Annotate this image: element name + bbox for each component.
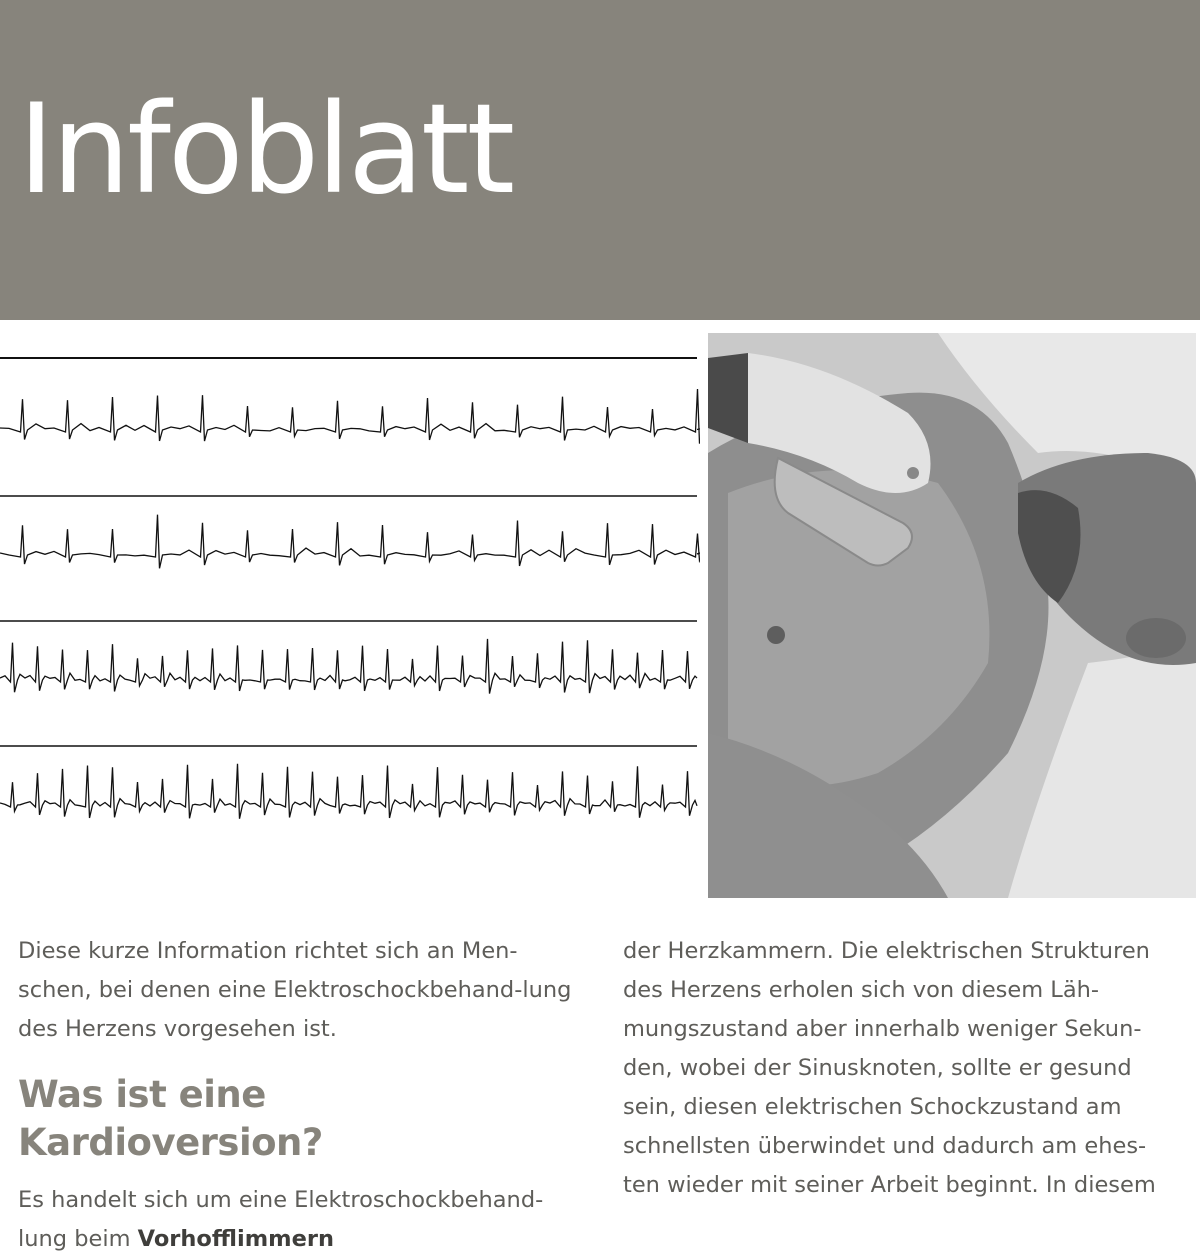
ecg-traces xyxy=(0,389,700,870)
defibrillation-photo xyxy=(708,333,1196,898)
section-heading: Was ist eine Kardioversion? xyxy=(18,1073,323,1164)
ecg-trace-3 xyxy=(0,639,697,694)
header-banner xyxy=(0,0,1200,320)
ecg-trace-2 xyxy=(0,515,700,569)
ecg-strips-figure xyxy=(0,340,700,870)
intro-paragraph: Diese kurze Information richtet sich an Men-schen, bei denen eine Elektroschockbehand-lung des Herzens vorgesehen ist. xyxy=(18,938,572,1042)
body-bold-term: Vorhofflimmern xyxy=(137,1226,334,1252)
right-text-column xyxy=(623,932,1183,1205)
ecg-trace-4 xyxy=(0,764,697,819)
body-paragraph xyxy=(18,1181,578,1259)
ecg-trace-1 xyxy=(0,389,700,444)
continuation-paragraph: der Herzkammern. Die elektrischen Strukturen des Herzens erholen sich von diesem Läh-mungszustand aber innerhalb weniger Sekun-den, wobei der Sinusknoten, sollte er gesund sein, diesen elektrischen Schockzustand am schnellsten überwindet und dadurch am ehes-ten wieder mit seiner Arbeit beginnt. In diesem xyxy=(623,938,1156,1198)
left-text-column xyxy=(18,932,578,1259)
body-text: Es handelt sich um eine Elektroschockbehand-lung beim xyxy=(18,1187,544,1252)
page-title: Infoblatt xyxy=(18,78,513,222)
